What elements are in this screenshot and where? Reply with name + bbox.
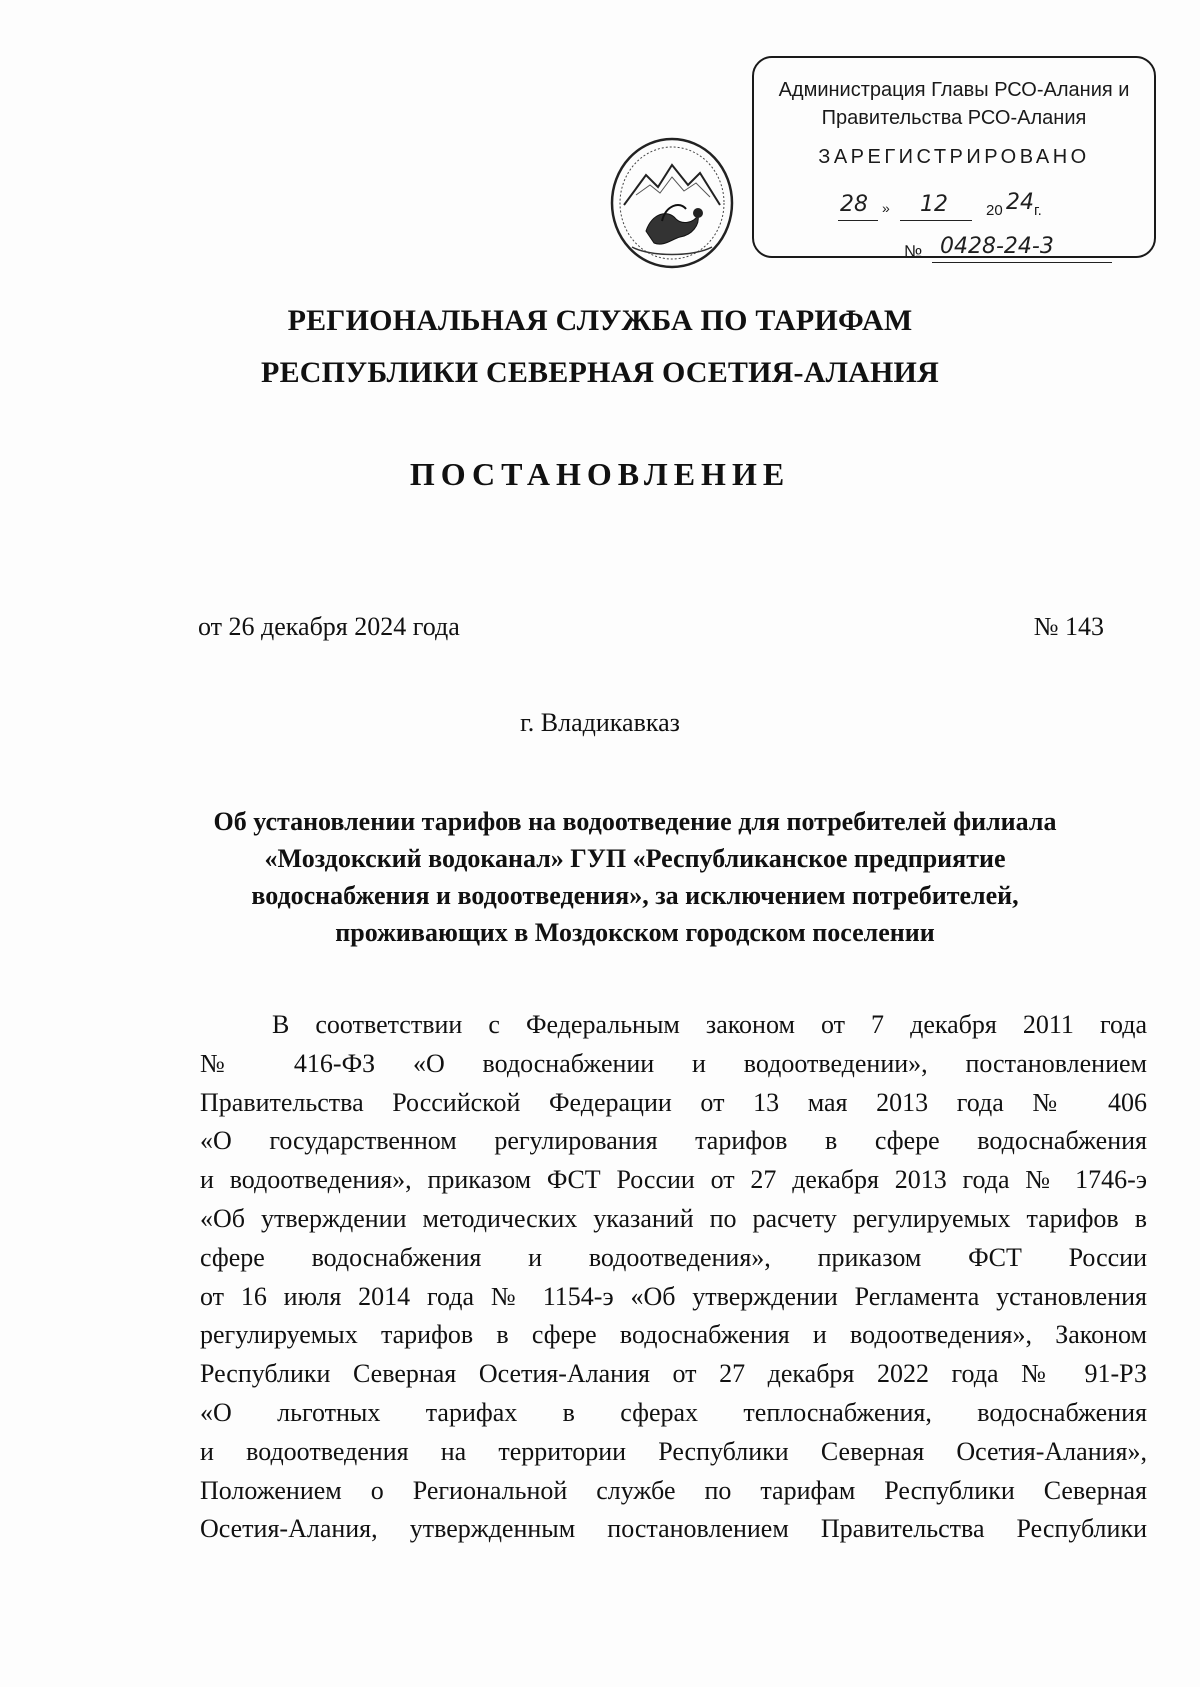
stamp-org-line-1: Администрация Главы РСО-Алания и [778, 79, 1130, 101]
body-line: Положением о Региональной службе по тарифам Республики Северная [200, 1475, 1147, 1505]
stamp-registration-date: 28 » 12 20 24 г. [840, 190, 1042, 219]
body-line: Осетия-Алания, утвержденным постановлением Правительства Республики [200, 1514, 1147, 1544]
document-title [160, 803, 1110, 951]
stamp-registration-number [904, 234, 1144, 268]
stamp-reg-day: 28 [840, 192, 868, 217]
stamp-organization [754, 76, 1154, 132]
stamp-reg-year-prefix: 20 [986, 202, 1003, 219]
body-line: сфере водоснабжения и водоотведения», приказом ФСТ России [200, 1242, 1147, 1272]
title-line: «Моздокский водоканал» ГУП «Республиканское предприятие [264, 844, 1006, 873]
title-line: проживающих в Моздокском городском поселении [335, 918, 935, 947]
stamp-num-label: № [904, 242, 923, 261]
body-paragraph [200, 1006, 1147, 1549]
registration-stamp [752, 56, 1156, 261]
stamp-reg-year: 24 [1006, 190, 1034, 215]
stamp-status: ЗАРЕГИСТРИРОВАНО [818, 146, 1090, 168]
body-line: № 416-ФЗ «О водоснабжении и водоотведении», постановлением [200, 1048, 1147, 1078]
body-line: «О льготных тарифах в сферах теплоснабжения, водоснабжения [200, 1397, 1147, 1427]
body-line: и водоотведения», приказом ФСТ России от 27 декабря 2013 года № 1746-э [200, 1165, 1147, 1195]
stamp-reg-number: 0428-24-3 [940, 234, 1054, 259]
stamp-year-suffix: г. [1034, 202, 1042, 219]
document-date: от 26 декабря 2024 года [198, 612, 460, 641]
body-line: Правительства Российской Федерации от 13 мая 2013 года № 406 [200, 1087, 1147, 1117]
body-line: В соответствии с Федеральным законом от 7 декабря 2011 года [272, 1010, 1147, 1039]
document-type-heading: ПОСТАНОВЛЕНИЕ [409, 456, 791, 492]
body-line: Республики Северная Осетия-Алания от 27 декабря 2022 года № 91-РЗ [200, 1359, 1147, 1389]
agency-name-line-1: РЕГИОНАЛЬНАЯ СЛУЖБА ПО ТАРИФАМ [287, 304, 913, 337]
body-line: «О государственном регулирования тарифов в сфере водоснабжения [200, 1126, 1147, 1156]
coat-of-arms-icon [606, 135, 738, 271]
stamp-reg-month: 12 [920, 192, 948, 217]
agency-name-line-2: РЕСПУБЛИКИ СЕВЕРНАЯ ОСЕТИЯ-АЛАНИЯ [261, 356, 939, 389]
document-city: г. Владикавказ [520, 708, 680, 737]
title-line: водоснабжения и водоотведения», за исключением потребителей, [251, 881, 1019, 910]
stamp-org-line-2: Правительства РСО-Алания [821, 107, 1087, 129]
title-line: Об установлении тарифов на водоотведение для потребителей филиала [213, 807, 1057, 836]
document-number: № 143 [1033, 612, 1104, 641]
body-line: от 16 июля 2014 года № 1154-э «Об утверждении Регламента установления [200, 1281, 1147, 1311]
body-line: регулируемых тарифов в сфере водоснабжения и водоотведения», Законом [200, 1320, 1147, 1350]
body-line: и водоотведения на территории Республики Северная Осетия-Алания», [200, 1436, 1147, 1466]
body-line: «Об утверждении методических указаний по расчету регулируемых тарифов в [200, 1203, 1147, 1233]
